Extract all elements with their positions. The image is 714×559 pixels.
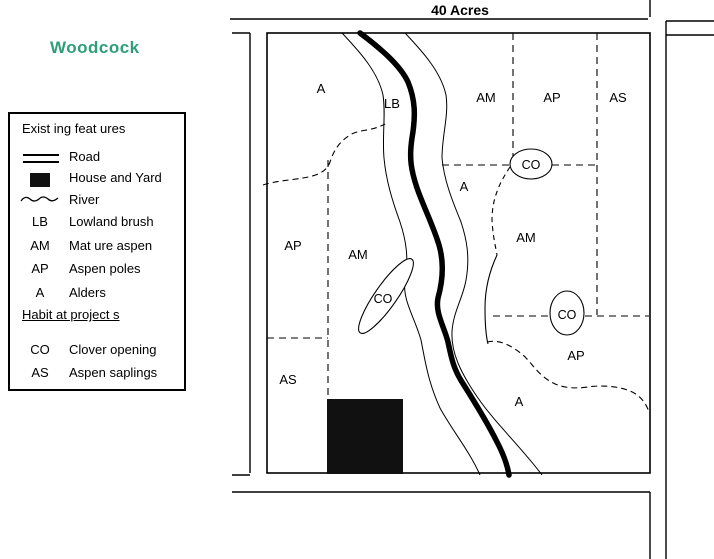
legend-ap-label: Aspen poles: [69, 261, 141, 276]
label-alders-top: A: [316, 81, 326, 96]
legend-code-am: AM: [30, 238, 50, 253]
label-clover-opening-top: CO: [521, 158, 541, 172]
legend-am-label: Mat ure aspen: [69, 238, 153, 253]
acreage-label: 40 Acres: [431, 2, 489, 18]
label-aspen-poles-top: AP: [543, 90, 561, 105]
legend-co-label: Clover opening: [69, 342, 157, 357]
alders-boundary-lower: [485, 255, 497, 344]
house-and-yard: [327, 399, 403, 474]
label-aspen-poles-right: AP: [567, 348, 585, 363]
label-aspen-saplings-left: AS: [279, 372, 297, 387]
legend-road-label: Road: [69, 149, 101, 164]
legend-code-ap: AP: [31, 261, 49, 276]
legend-projects-header: Habit at project s: [22, 307, 120, 322]
label-mature-aspen-top: AM: [476, 90, 496, 105]
legend-code-a: A: [35, 285, 45, 300]
label-mature-aspen-right: AM: [516, 230, 536, 245]
legend-existing-header: Exist ing feat ures: [22, 121, 126, 136]
label-clover-opening-left: CO: [373, 292, 393, 306]
legend-river-label: River: [69, 192, 100, 207]
parcel-boundary: [267, 33, 650, 473]
dashed-boundary-nw-wavy: [263, 124, 385, 185]
legend-as-label: Aspen saplings: [69, 365, 158, 380]
label-alders-mid: A: [459, 179, 469, 194]
legend-code-as: AS: [31, 365, 49, 380]
label-lowland-brush: LB: [384, 96, 400, 111]
legend-code-co: CO: [30, 342, 50, 357]
label-clover-opening-right: CO: [557, 308, 577, 322]
left-road: [232, 33, 250, 475]
legend-code-lb: LB: [32, 214, 48, 229]
page-title: Woodcock: [50, 38, 140, 57]
label-alders-bottom: A: [514, 394, 524, 409]
legend-a-label: Alders: [69, 285, 106, 300]
dashed-boundary-alders-upper: [492, 167, 510, 255]
right-road: [650, 0, 666, 559]
legend-lb-label: Lowland brush: [69, 214, 154, 229]
label-aspen-poles-left: AP: [284, 238, 302, 253]
label-aspen-saplings-top: AS: [609, 90, 627, 105]
legend-house-label: House and Yard: [69, 170, 162, 185]
label-mature-aspen-left: AM: [348, 247, 368, 262]
